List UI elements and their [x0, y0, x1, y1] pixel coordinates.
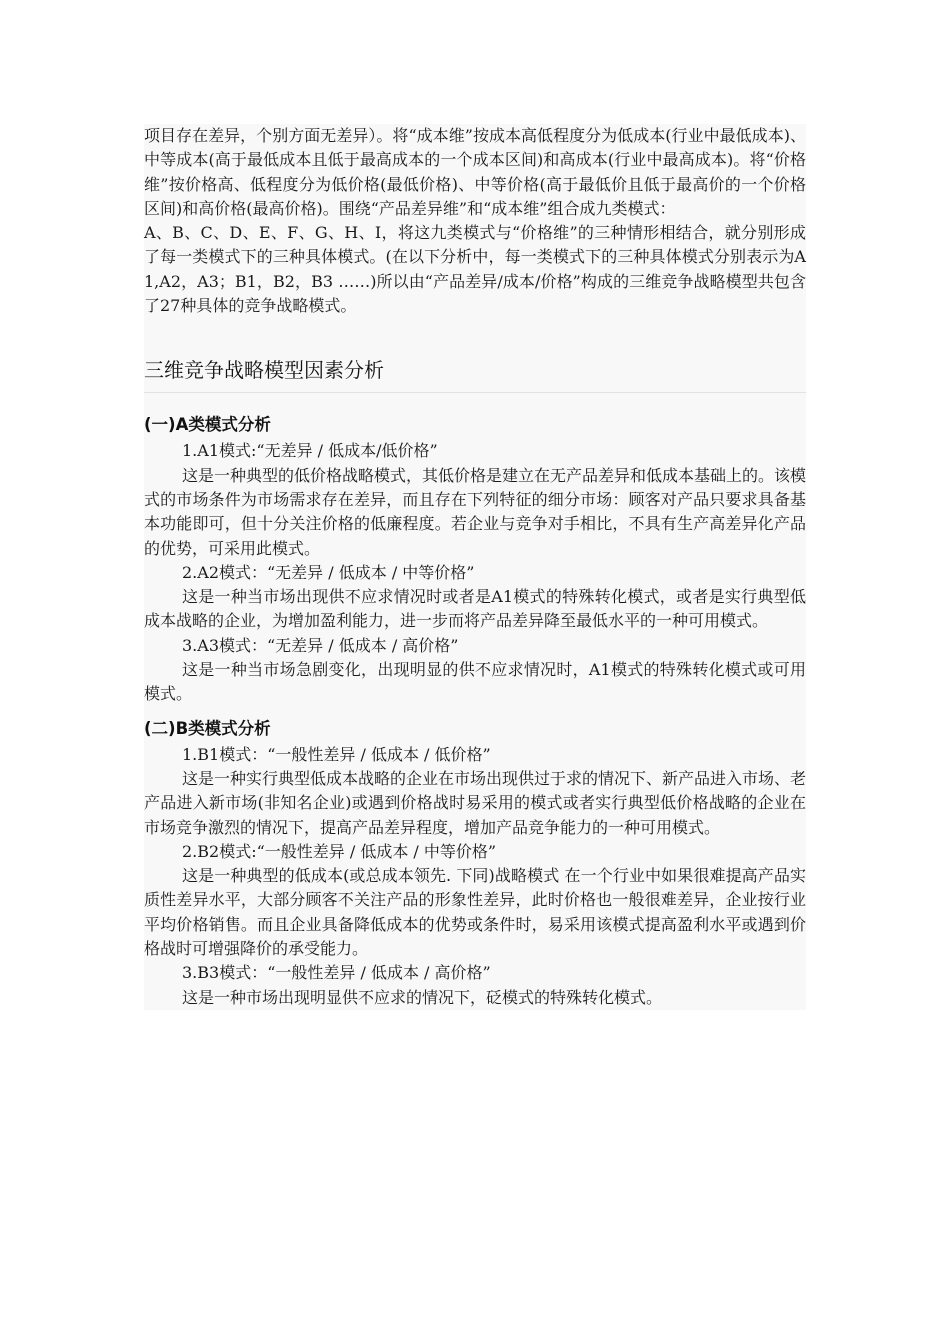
a1-text: 这是一种典型的低价格战略模式，其低价格是建立在无产品差异和低成本基础上的。该模式的市场条件为市场需求存在差异，而且存在下列特征的细分市场：顾客对产品只要求具备基本功能即可，但十分关注价格的低廉程度。若企业与竞争对手相比，不具有生产高差异化产品的优势，可采用此模式。 [144, 465, 807, 558]
a2-text: 这是一种当市场出现供不应求情况时或者是A1模式的特殊转化模式，或者是实行典型低成本战略的企业，为增加盈利能力，进一步而将产品差异降至最低水平的一种可用模式。 [144, 587, 806, 631]
b2-heading: 2.B2模式:“一般性差异 / 低成本 / 中等价格” [182, 841, 497, 861]
b1-text: 这是一种实行典型低成本战略的企业在市场出现供过于求的情况下、新产品进入市场、老产品进入新市场(非知名企业)或遇到价格战时易采用的模式或者实行典型低价格战略的企业在市场竞争激烈的情况下，提高产品差异程度，增加产品竞争能力的一种可用模式。 [144, 768, 807, 837]
b3-text: 这是一种市场出现明显供不应求的情况下，砭模式的特殊转化模式。 [182, 987, 663, 1007]
intro-paragraph-2: A、B、C、D、E、F、G、H、I，将这九类模式与“价格维”的三种情形相结合，就分别形成了每一类模式下的三种具体模式。(在以下分析中，每一类模式下的三种具体模式分别表示为A1,A2，A3；B1，B2，B3 ……)所以由“产品差异/成本/价格”构成的三维竞争战略模型共包含了27种具体的竞争战略模式。 [144, 223, 806, 316]
a3-heading: 3.A3模式：“无差异 / 低成本 / 高价格” [182, 635, 459, 655]
document-body [144, 124, 806, 1010]
section-title: 三维竞争战略模型因素分析 [144, 356, 806, 393]
intro-paragraph-1: 项目存在差异，个别方面无差异）。将“成本维”按成本高低程度分为低成本(行业中最低成本)、中等成本(高于最低成本且低于最高成本的一个成本区间)和高成本(行业中最高成本)。将“价格维”按价格高、低程度分为低价格(最低价格)、中等价格(高于最低价且低于最高价的一个价格区间)和高价格(最高价格)。围绕“产品差异维”和“成本维”组合成九类模式： [144, 126, 806, 218]
b2-text: 这是一种典型的低成本(或总成本领先. 下同)战略模式 在一个行业中如果很难提高产品实质性差异水平，大部分顾客不关注产品的形象性差异，此时价格也一般很难差异，企业按行业平均价格销售。而且企业具备降低成本的优势或条件时，易采用该模式提高盈利水平或遇到价格战时可增强降价的承受能力。 [144, 866, 806, 959]
group-b-title: (二)B类模式分析 [144, 718, 271, 738]
a2-heading: 2.A2模式：“无差异 / 低成本 / 中等价格” [182, 562, 475, 582]
b1-heading: 1.B1模式：“一般性差异 / 低成本 / 低价格” [182, 744, 491, 764]
b3-heading: 3.B3模式：“一般性差异 / 低成本 / 高价格” [182, 963, 491, 983]
a3-text: 这是一种当市场急剧变化，出现明显的供不应求情况时，A1模式的特殊转化模式或可用模式。 [144, 660, 806, 704]
group-a-title: (一)A类模式分析 [144, 415, 271, 435]
a1-heading: 1.A1模式:“无差异 / 低成本/低价格” [182, 441, 438, 461]
